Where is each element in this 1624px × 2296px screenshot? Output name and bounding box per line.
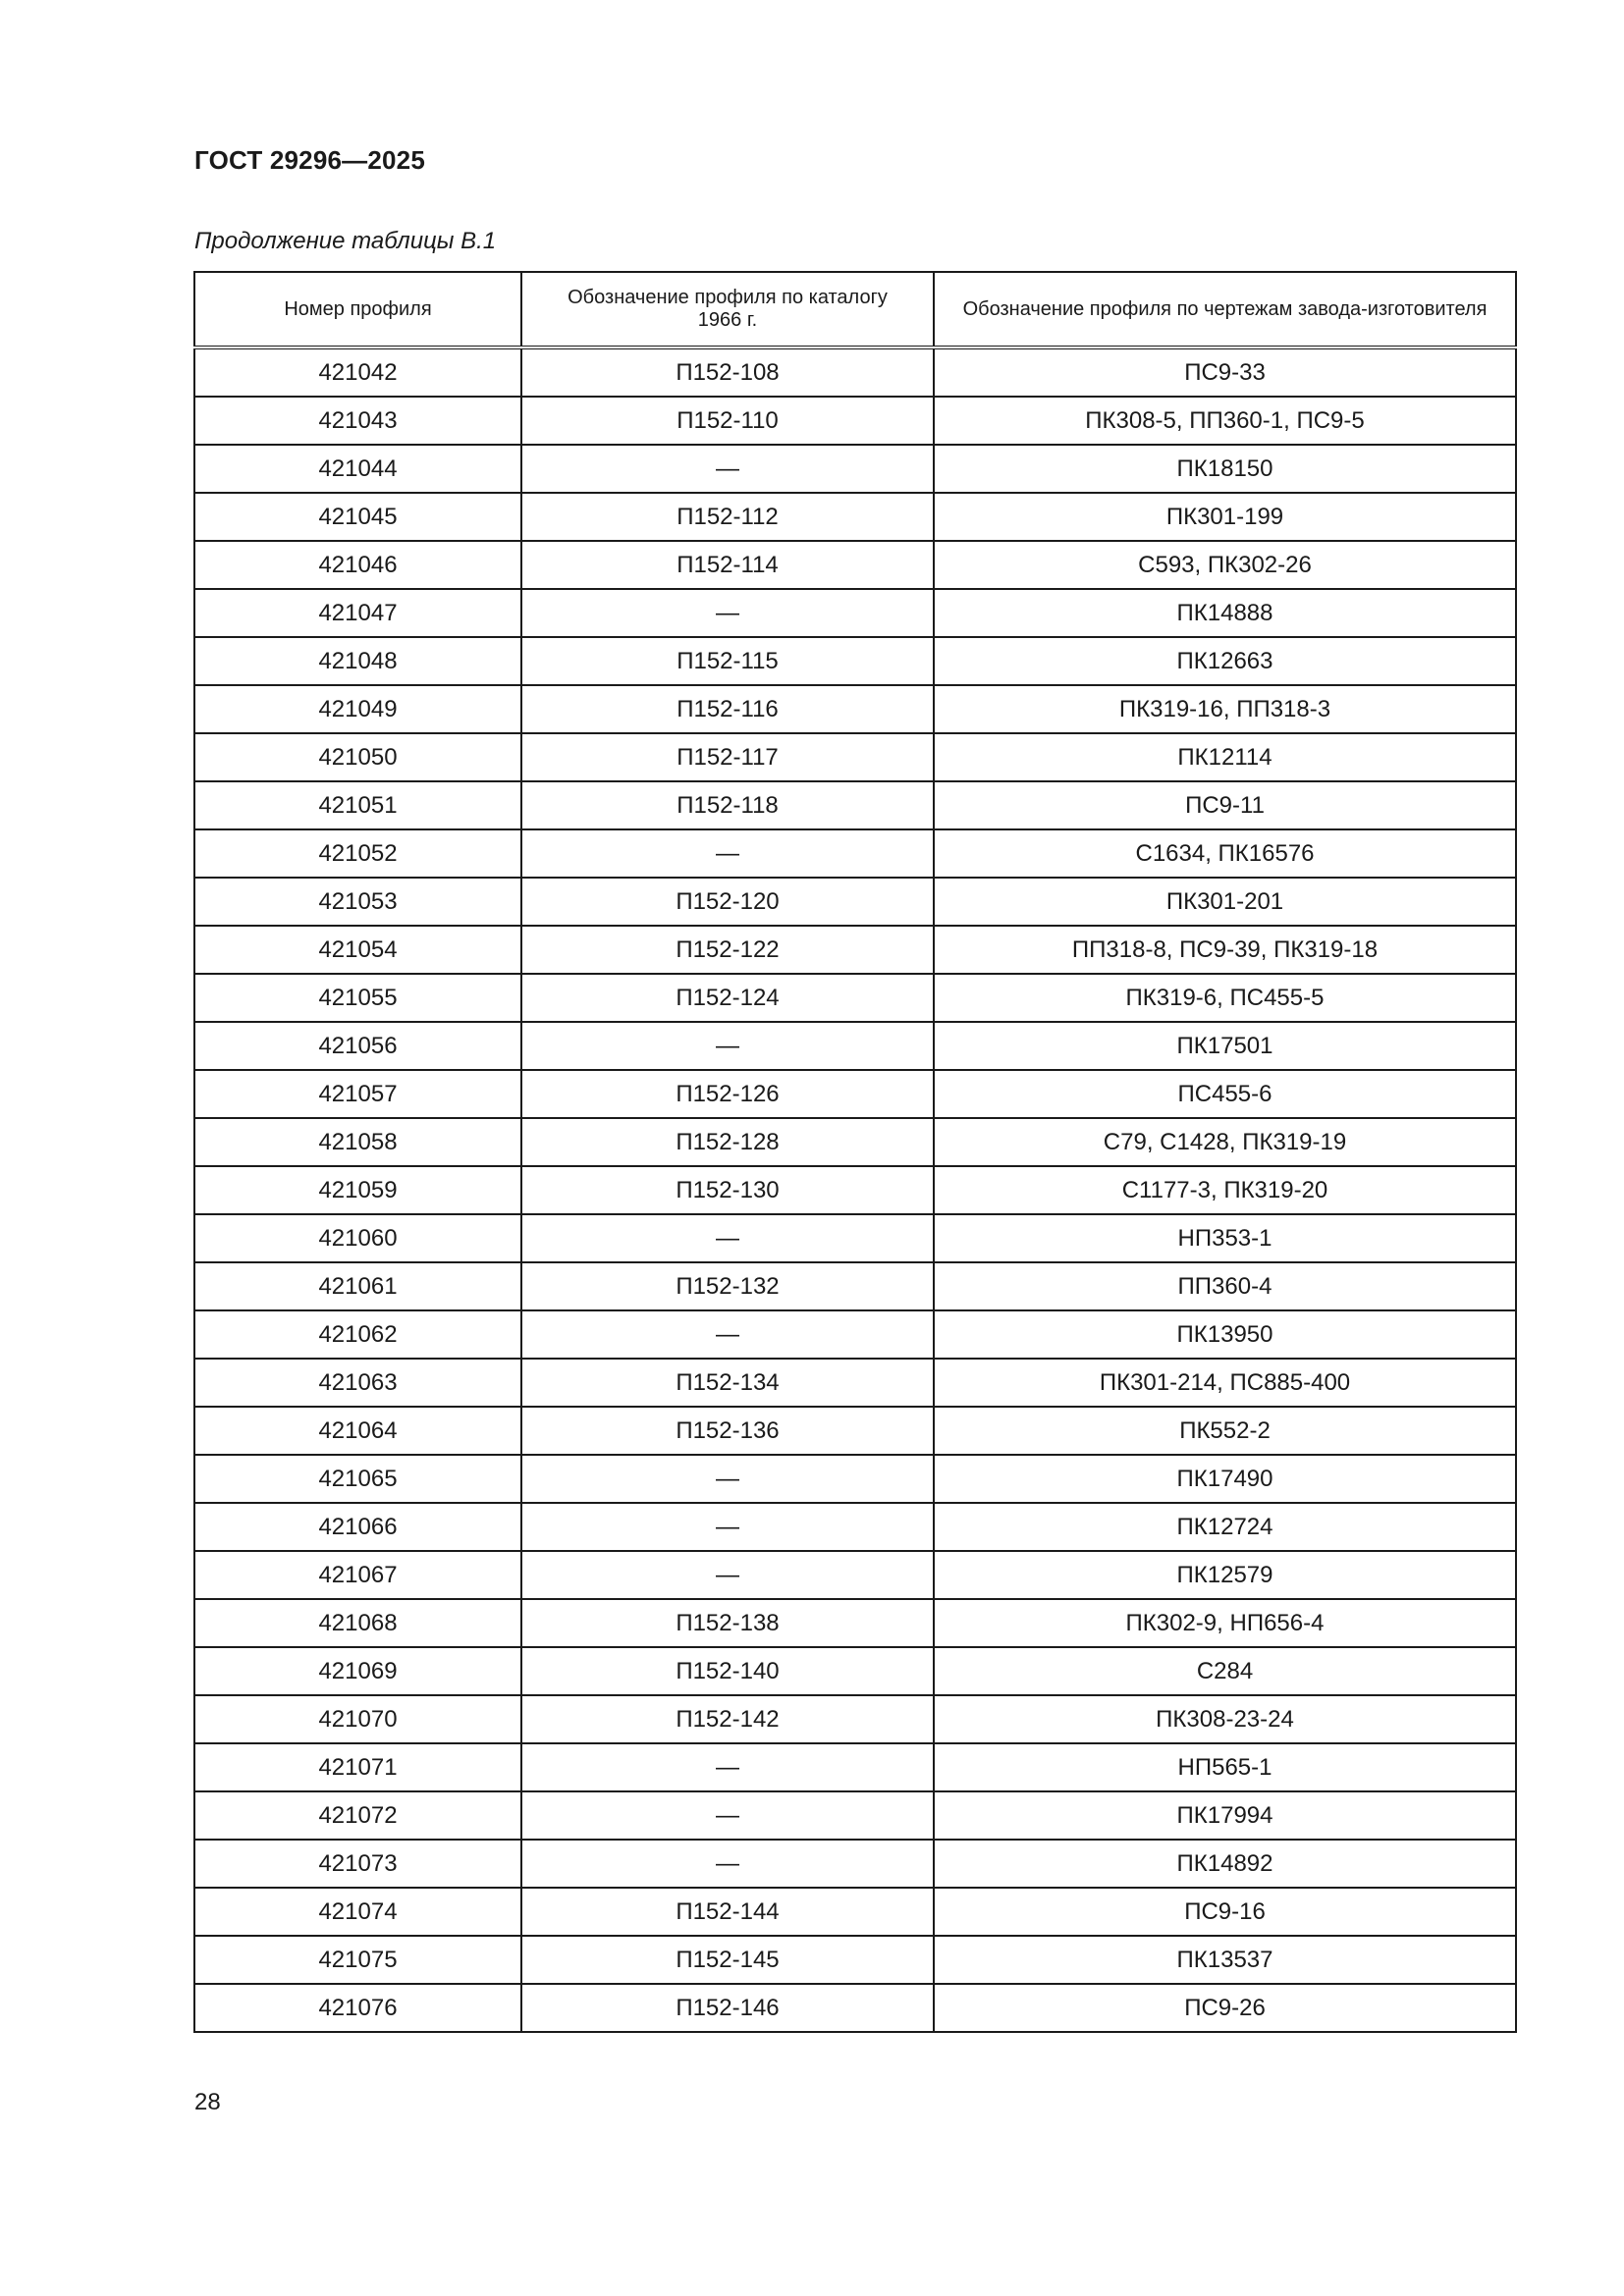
cell-factory-designation: ПК308-23-24 (934, 1695, 1516, 1743)
cell-profile-number: 421063 (194, 1359, 521, 1407)
table-row (194, 733, 1516, 781)
table-body (194, 347, 1516, 2032)
table-row (194, 1840, 1516, 1888)
cell-catalog-designation: П152-117 (521, 733, 934, 781)
cell-profile-number: 421055 (194, 974, 521, 1022)
table-row (194, 1359, 1516, 1407)
table-row (194, 1166, 1516, 1214)
cell-profile-number: 421064 (194, 1407, 521, 1455)
cell-profile-number: 421060 (194, 1214, 521, 1262)
cell-factory-designation: ПК301-199 (934, 493, 1516, 541)
cell-catalog-designation: П152-115 (521, 637, 934, 685)
table-row (194, 1503, 1516, 1551)
cell-factory-designation: ПК552-2 (934, 1407, 1516, 1455)
cell-profile-number: 421042 (194, 347, 521, 397)
cell-profile-number: 421062 (194, 1310, 521, 1359)
table-row (194, 1455, 1516, 1503)
cell-profile-number: 421046 (194, 541, 521, 589)
table-row (194, 1310, 1516, 1359)
table-row (194, 1118, 1516, 1166)
cell-catalog-designation: — (521, 1455, 934, 1503)
profiles-table (193, 271, 1517, 2033)
cell-catalog-designation: П152-114 (521, 541, 934, 589)
table-row (194, 829, 1516, 878)
cell-factory-designation: НП565-1 (934, 1743, 1516, 1791)
cell-catalog-designation: П152-146 (521, 1984, 934, 2032)
cell-factory-designation: ПК319-16, ПП318-3 (934, 685, 1516, 733)
table-row (194, 1022, 1516, 1070)
cell-factory-designation: С1634, ПК16576 (934, 829, 1516, 878)
cell-catalog-designation: — (521, 1791, 934, 1840)
cell-factory-designation: ПК301-201 (934, 878, 1516, 926)
cell-catalog-designation: — (521, 445, 934, 493)
cell-factory-designation: ПС9-16 (934, 1888, 1516, 1936)
table-row (194, 1214, 1516, 1262)
cell-factory-designation: ПС9-26 (934, 1984, 1516, 2032)
cell-profile-number: 421044 (194, 445, 521, 493)
cell-factory-designation: ПК301-214, ПС885-400 (934, 1359, 1516, 1407)
cell-catalog-designation: П152-108 (521, 347, 934, 397)
table-row (194, 878, 1516, 926)
cell-factory-designation: ПК12579 (934, 1551, 1516, 1599)
table-row (194, 1791, 1516, 1840)
cell-catalog-designation: — (521, 1503, 934, 1551)
cell-catalog-designation: П152-124 (521, 974, 934, 1022)
cell-catalog-designation: П152-144 (521, 1888, 934, 1936)
cell-factory-designation: ПК12663 (934, 637, 1516, 685)
table-row (194, 1984, 1516, 2032)
table-row (194, 1647, 1516, 1695)
table-row (194, 445, 1516, 493)
cell-profile-number: 421073 (194, 1840, 521, 1888)
cell-profile-number: 421076 (194, 1984, 521, 2032)
cell-factory-designation: ПК13537 (934, 1936, 1516, 1984)
cell-profile-number: 421069 (194, 1647, 521, 1695)
table-row (194, 1743, 1516, 1791)
cell-factory-designation: ПК14892 (934, 1840, 1516, 1888)
cell-catalog-designation: П152-122 (521, 926, 934, 974)
cell-profile-number: 421053 (194, 878, 521, 926)
cell-catalog-designation: — (521, 589, 934, 637)
table-row (194, 1551, 1516, 1599)
cell-profile-number: 421058 (194, 1118, 521, 1166)
table-row (194, 637, 1516, 685)
cell-profile-number: 421061 (194, 1262, 521, 1310)
cell-profile-number: 421056 (194, 1022, 521, 1070)
table-row (194, 685, 1516, 733)
cell-profile-number: 421066 (194, 1503, 521, 1551)
table-row (194, 1070, 1516, 1118)
table-row (194, 926, 1516, 974)
cell-factory-designation: ПК17490 (934, 1455, 1516, 1503)
table-row (194, 781, 1516, 829)
cell-catalog-designation: — (521, 1310, 934, 1359)
cell-factory-designation: ПП360-4 (934, 1262, 1516, 1310)
column-header-profile-number: Номер профиля (194, 272, 521, 347)
cell-factory-designation: ПС9-11 (934, 781, 1516, 829)
cell-profile-number: 421075 (194, 1936, 521, 1984)
cell-factory-designation: ПК13950 (934, 1310, 1516, 1359)
page-number: 28 (194, 2089, 221, 2115)
cell-catalog-designation: П152-110 (521, 397, 934, 445)
cell-profile-number: 421068 (194, 1599, 521, 1647)
cell-profile-number: 421067 (194, 1551, 521, 1599)
cell-factory-designation: С79, С1428, ПК319-19 (934, 1118, 1516, 1166)
column-header-factory-drawings: Обозначение профиля по чертежам завода-изготовителя (934, 272, 1516, 347)
cell-profile-number: 421047 (194, 589, 521, 637)
table-row (194, 1695, 1516, 1743)
cell-profile-number: 421050 (194, 733, 521, 781)
cell-catalog-designation: П152-136 (521, 1407, 934, 1455)
table-row (194, 347, 1516, 397)
table-caption: Продолжение таблицы В.1 (194, 228, 497, 254)
table-header-row (194, 272, 1516, 347)
cell-factory-designation: ПК17501 (934, 1022, 1516, 1070)
cell-factory-designation: ПС455-6 (934, 1070, 1516, 1118)
document-header: ГОСТ 29296—2025 (194, 145, 425, 175)
cell-profile-number: 421045 (194, 493, 521, 541)
cell-profile-number: 421043 (194, 397, 521, 445)
cell-catalog-designation: — (521, 1551, 934, 1599)
cell-factory-designation: ПК14888 (934, 589, 1516, 637)
cell-factory-designation: ПК12724 (934, 1503, 1516, 1551)
cell-catalog-designation: П152-130 (521, 1166, 934, 1214)
cell-factory-designation: С593, ПК302-26 (934, 541, 1516, 589)
cell-factory-designation: С1177-3, ПК319-20 (934, 1166, 1516, 1214)
table-row (194, 397, 1516, 445)
cell-catalog-designation: П152-120 (521, 878, 934, 926)
cell-catalog-designation: П152-145 (521, 1936, 934, 1984)
cell-profile-number: 421065 (194, 1455, 521, 1503)
cell-profile-number: 421051 (194, 781, 521, 829)
cell-profile-number: 421074 (194, 1888, 521, 1936)
cell-catalog-designation: П152-140 (521, 1647, 934, 1695)
cell-profile-number: 421057 (194, 1070, 521, 1118)
table-row (194, 1407, 1516, 1455)
cell-catalog-designation: П152-128 (521, 1118, 934, 1166)
cell-catalog-designation: П152-138 (521, 1599, 934, 1647)
cell-catalog-designation: П152-112 (521, 493, 934, 541)
cell-profile-number: 421071 (194, 1743, 521, 1791)
cell-factory-designation: ПК18150 (934, 445, 1516, 493)
table-row (194, 1936, 1516, 1984)
cell-factory-designation: ПП318-8, ПС9-39, ПК319-18 (934, 926, 1516, 974)
table-row (194, 589, 1516, 637)
cell-profile-number: 421059 (194, 1166, 521, 1214)
cell-factory-designation: НП353-1 (934, 1214, 1516, 1262)
cell-profile-number: 421070 (194, 1695, 521, 1743)
cell-catalog-designation: П152-132 (521, 1262, 934, 1310)
cell-catalog-designation: — (521, 829, 934, 878)
cell-catalog-designation: П152-116 (521, 685, 934, 733)
table-row (194, 1599, 1516, 1647)
cell-factory-designation: ПК17994 (934, 1791, 1516, 1840)
cell-factory-designation: ПК302-9, НП656-4 (934, 1599, 1516, 1647)
cell-profile-number: 421072 (194, 1791, 521, 1840)
cell-profile-number: 421052 (194, 829, 521, 878)
cell-profile-number: 421054 (194, 926, 521, 974)
table-row (194, 974, 1516, 1022)
cell-factory-designation: ПК319-6, ПС455-5 (934, 974, 1516, 1022)
column-header-catalog-1966: Обозначение профиля по каталогу 1966 г. (521, 272, 934, 347)
cell-profile-number: 421048 (194, 637, 521, 685)
table-row (194, 1888, 1516, 1936)
table-row (194, 493, 1516, 541)
table-row (194, 1262, 1516, 1310)
cell-factory-designation: С284 (934, 1647, 1516, 1695)
cell-catalog-designation: П152-134 (521, 1359, 934, 1407)
cell-factory-designation: ПК12114 (934, 733, 1516, 781)
cell-catalog-designation: П152-118 (521, 781, 934, 829)
table-row (194, 541, 1516, 589)
cell-catalog-designation: — (521, 1743, 934, 1791)
cell-profile-number: 421049 (194, 685, 521, 733)
cell-catalog-designation: П152-126 (521, 1070, 934, 1118)
cell-catalog-designation: П152-142 (521, 1695, 934, 1743)
cell-catalog-designation: — (521, 1214, 934, 1262)
cell-factory-designation: ПС9-33 (934, 347, 1516, 397)
cell-factory-designation: ПК308-5, ПП360-1, ПС9-5 (934, 397, 1516, 445)
cell-catalog-designation: — (521, 1840, 934, 1888)
cell-catalog-designation: — (521, 1022, 934, 1070)
